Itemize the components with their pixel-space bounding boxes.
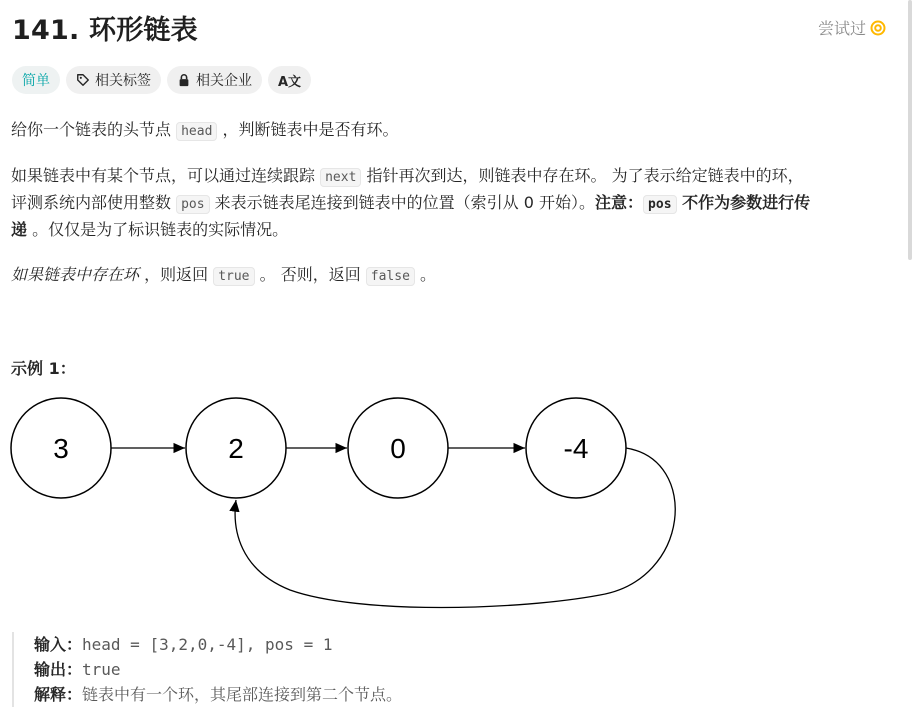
- description-paragraph-1: [11, 117, 399, 144]
- text: 给你一个链表的头节点: [11, 120, 177, 139]
- output-value: true: [82, 660, 121, 679]
- italic-text: 如果链表中存在环: [11, 265, 140, 284]
- text: 。仅仅是为了标识链表的实际情况。: [27, 220, 289, 239]
- example-input-line: [34, 632, 402, 657]
- text: 来表示链表尾连接到链表中的位置（索引从 0 开始）。: [209, 193, 596, 212]
- text: 指针再次到达，则链表中存在环。 为了表示给定链表中的环，: [361, 166, 804, 185]
- attempted-label: 尝试过: [817, 19, 866, 38]
- explain-value: 链表中有一个环，其尾部连接到第二个节点。: [82, 685, 403, 704]
- node-label: -4: [563, 433, 589, 464]
- related-companies-button[interactable]: [167, 66, 262, 94]
- attempted-icon: [870, 20, 886, 36]
- example-title: 示例 1：: [11, 359, 76, 378]
- inline-code: false: [366, 267, 415, 286]
- text: 。 否则，返回: [254, 265, 366, 284]
- input-label: 输入：: [34, 635, 83, 654]
- translate-button[interactable]: [268, 66, 311, 94]
- inline-code: true: [213, 267, 254, 286]
- text: 如果链表中有某个节点，可以通过连续跟踪: [11, 166, 321, 185]
- description-paragraph-2: [11, 163, 891, 242]
- translate-icon: A文: [278, 74, 302, 90]
- text: 评测系统内部使用整数: [11, 193, 177, 212]
- inline-code: pos: [643, 195, 676, 214]
- tag-bar: [12, 66, 311, 94]
- related-tags-button[interactable]: [66, 66, 161, 94]
- example-block: [12, 632, 402, 707]
- tag-icon: [76, 73, 90, 87]
- attempted-status: [818, 16, 886, 39]
- text: ，判断链表中是否有环。: [217, 120, 399, 139]
- problem-title: 141. 环形链表: [12, 15, 198, 46]
- note-label: 注意：: [595, 193, 644, 212]
- difficulty-badge[interactable]: [12, 66, 60, 94]
- output-label: 输出：: [34, 660, 83, 679]
- inline-code: next: [320, 168, 361, 187]
- vertical-scrollbar[interactable]: [908, 0, 912, 260]
- note-text: 不作为参数进行传: [676, 193, 811, 212]
- node-label: 3: [53, 433, 69, 464]
- inline-code: head: [176, 122, 217, 141]
- difficulty-label: 简单: [22, 73, 50, 89]
- node-label: 2: [228, 433, 244, 464]
- node-label: 0: [390, 433, 406, 464]
- linked-list-diagram: [0, 390, 700, 615]
- related-tags-label: 相关标签: [95, 73, 151, 89]
- text: ，则返回: [139, 265, 214, 284]
- example-output-line: [34, 657, 402, 682]
- text: 。: [414, 265, 437, 284]
- explain-label: 解释：: [34, 685, 83, 704]
- lock-icon: [177, 73, 191, 87]
- description-paragraph-3: [11, 262, 436, 289]
- note-text-cont: 递: [11, 220, 28, 239]
- example-explain-line: [34, 682, 402, 707]
- related-companies-label: 相关企业: [196, 73, 252, 89]
- input-value: head = [3,2,0,-4], pos = 1: [82, 635, 333, 654]
- inline-code: pos: [176, 195, 209, 214]
